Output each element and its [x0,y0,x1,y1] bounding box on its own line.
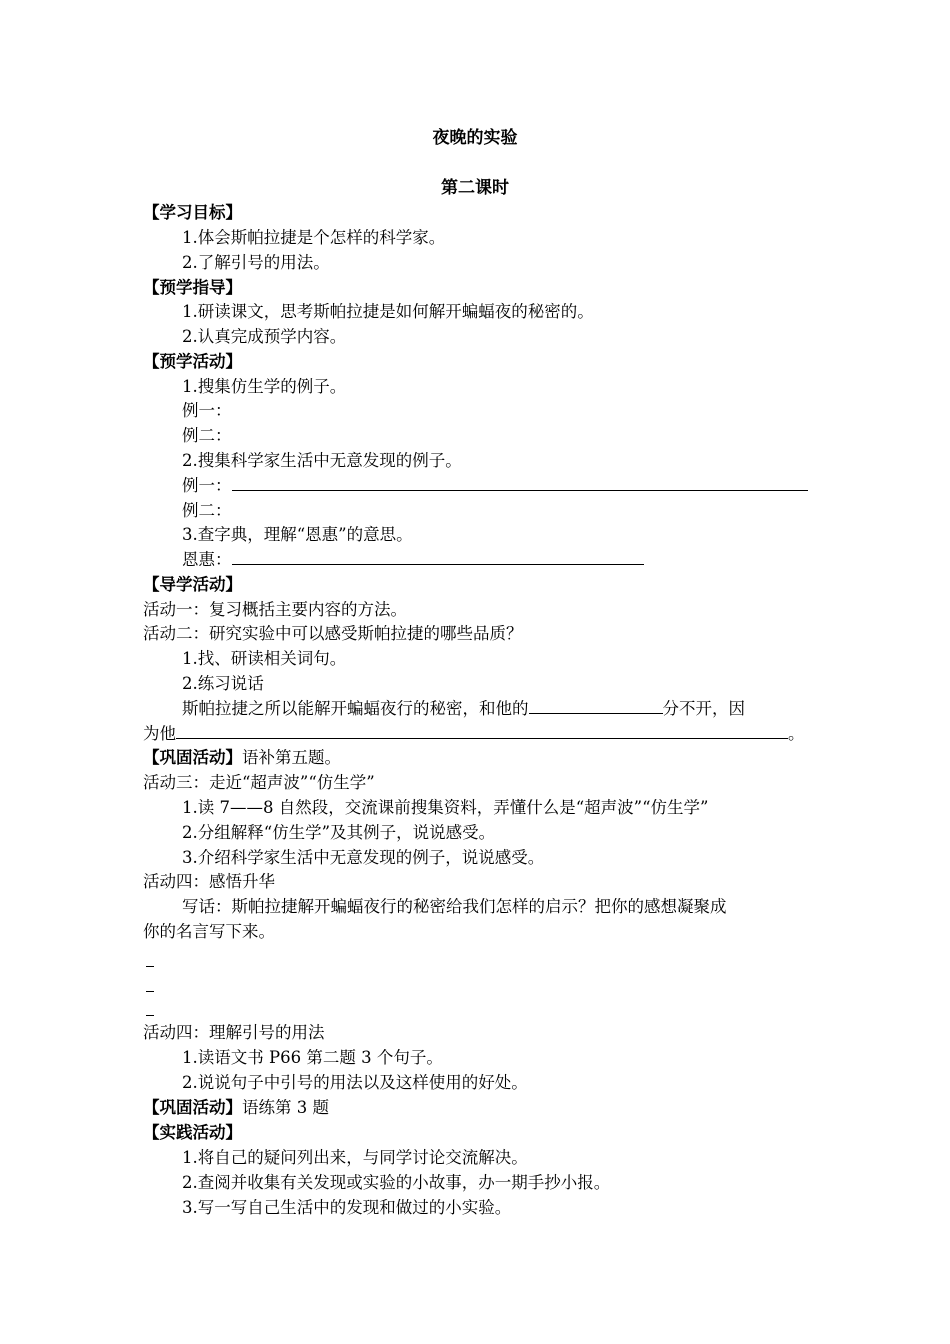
prelearn-question-2: 2.搜集科学家生活中无意发现的例子。 [182,451,462,470]
fill-sentence-line1 [182,696,745,721]
consolidate-heading: 【巩固活动】 [143,1098,242,1117]
prelearn-q1-example-2: 例二： [182,426,232,445]
prelearn-heading: 【预学活动】 [143,352,242,371]
activity-4a-write-line2: 你的名言写下来。 [143,922,275,941]
consolidate-2 [143,1095,329,1120]
prelearn-q3-answer [182,547,644,572]
goals-heading: 【学习目标】 [143,203,242,222]
fill-text: 为他 [143,724,176,743]
guide-heading: 【预学指导】 [143,278,242,297]
answer-label: 恩惠： [182,550,232,569]
activity-3-item: 1.读 7——8 自然段，交流课前搜集资料，弄懂什么是“超声波”“仿生学” [182,798,709,817]
lead-activity-2: 活动二：研究实验中可以感受斯帕拉捷的哪些品质？ [143,624,523,643]
answer-blank[interactable] [232,474,808,491]
fill-text: 斯帕拉捷之所以能解开蝙蝠夜行的秘密，和他的 [182,699,529,718]
page-title: 夜晚的实验 [432,128,518,148]
consolidate-1 [143,745,341,770]
lead-activity-1: 活动一：复习概括主要内容的方法。 [143,600,407,619]
activity-3-item: 3.介绍科学家生活中无意发现的例子，说说感受。 [182,848,545,867]
activity-4b-item: 2.说说句子中引号的用法以及这样使用的好处。 [182,1073,528,1092]
practice-item: 1.将自己的疑问列出来，与同学讨论交流解决。 [182,1148,528,1167]
fill-blank[interactable] [176,722,788,739]
goal-item: 1.体会斯帕拉捷是个怎样的科学家。 [182,228,446,247]
activity-4a-write-line1: 写话：斯帕拉捷解开蝙蝠夜行的秘密给我们怎样的启示？把你的感想凝聚成 [182,897,727,916]
prelearn-question-1: 1.搜集仿生学的例子。 [182,377,347,396]
guide-item: 2.认真完成预学内容。 [182,327,347,346]
activity-4b-item: 1.读语文书 P66 第二题 3 个句子。 [182,1048,443,1067]
activity-4b-title: 活动四：理解引号的用法 [143,1023,325,1042]
example-label: 例一： [182,476,232,495]
prelearn-question-3: 3.查字典，理解“恩惠”的意思。 [182,525,413,544]
lead-activity-2-item: 1.找、研读相关词句。 [182,649,347,668]
practice-heading: 【实践活动】 [143,1123,242,1142]
prelearn-q2-example-1 [182,473,808,498]
goal-item: 2.了解引号的用法。 [182,253,330,272]
consolidate-text: 语补第五题。 [242,748,341,767]
lead-heading: 【导学活动】 [143,575,242,594]
consolidate-text: 语练第 3 题 [242,1098,329,1117]
practice-item: 2.查阅并收集有关发现或实验的小故事，办一期手抄小报。 [182,1173,611,1192]
writing-line[interactable] [146,1015,154,1016]
guide-item: 1.研读课文，思考斯帕拉捷是如何解开蝙蝠夜的秘密的。 [182,302,594,321]
practice-item: 3.写一写自己生活中的发现和做过的小实验。 [182,1198,512,1217]
activity-3-title: 活动三：走近“超声波”“仿生学” [143,773,375,792]
lead-activity-2-item: 2.练习说话 [182,674,264,693]
activity-4a-title: 活动四：感悟升华 [143,872,275,891]
activity-3-item: 2.分组解释“仿生学”及其例子，说说感受。 [182,823,496,842]
consolidate-heading: 【巩固活动】 [143,748,242,767]
prelearn-q1-example-1: 例一： [182,401,232,420]
answer-blank[interactable] [232,548,644,565]
fill-text: 。 [788,724,805,743]
page-subtitle: 第二课时 [441,178,509,198]
fill-sentence-line2 [143,721,805,746]
writing-line[interactable] [146,966,154,967]
fill-blank[interactable] [529,697,663,714]
fill-text: 分不开，因 [662,699,745,718]
writing-line[interactable] [146,991,154,992]
prelearn-q2-example-2: 例二： [182,501,232,520]
